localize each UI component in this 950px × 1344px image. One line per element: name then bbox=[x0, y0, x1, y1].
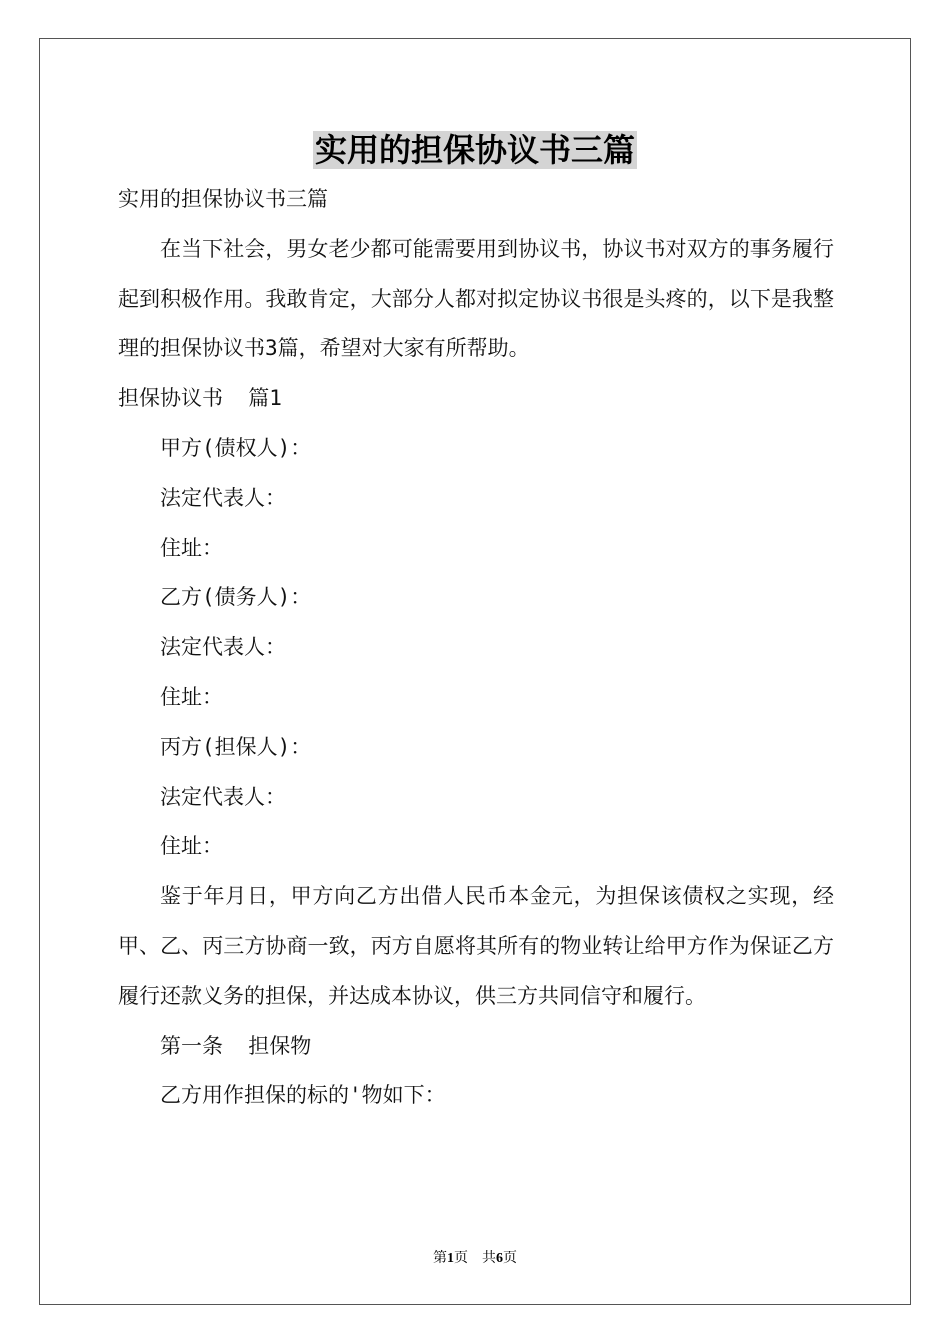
paragraph: 法定代表人： bbox=[160, 635, 286, 660]
document-title-text: 实用的担保协议书三篇 bbox=[314, 131, 635, 169]
paragraph: 住址： bbox=[160, 834, 223, 859]
footer-page-prefix: 第 bbox=[433, 1251, 447, 1266]
paragraph: 鉴于年月日，甲方向乙方出借人民币本金元，为担保该债权之实现，经甲、乙、丙三方协商一致，丙方自愿将其所有的物业转让给甲方作为保证乙方履行还款义务的担保，并达成本协议，供三方共同信守和履行。 bbox=[118, 884, 834, 1008]
article-heading: 第一条 担保物 bbox=[160, 1033, 312, 1058]
document-title bbox=[0, 128, 950, 172]
paragraph: 住址： bbox=[160, 684, 223, 709]
footer-page-current: 1 bbox=[447, 1251, 454, 1266]
paragraph: 法定代表人： bbox=[160, 784, 286, 809]
document-body bbox=[118, 175, 834, 1121]
paragraph: 住址： bbox=[160, 535, 223, 560]
paragraph: 甲方(债权人)： bbox=[160, 435, 312, 460]
footer-page-mid: 页 共 bbox=[454, 1251, 496, 1266]
paragraph: 法定代表人： bbox=[160, 485, 286, 510]
section-heading: 担保协议书 篇1 bbox=[118, 386, 282, 411]
paragraph: 乙方(债务人)： bbox=[160, 585, 312, 610]
footer-page-total: 6 bbox=[496, 1251, 503, 1266]
paragraph: 在当下社会，男女老少都可能需要用到协议书，协议书对双方的事务履行起到积极作用。我敢肯定，大部分人都对拟定协议书很是头疼的，以下是我整理的担保协议书3篇，希望对大家有所帮助。 bbox=[118, 236, 834, 361]
page-footer bbox=[0, 1247, 950, 1267]
paragraph: 乙方用作担保的标的'物如下： bbox=[160, 1083, 446, 1108]
footer-page-suffix: 页 bbox=[503, 1251, 517, 1266]
paragraph: 实用的担保协议书三篇 bbox=[118, 187, 328, 211]
paragraph: 丙方(担保人)： bbox=[160, 734, 312, 759]
